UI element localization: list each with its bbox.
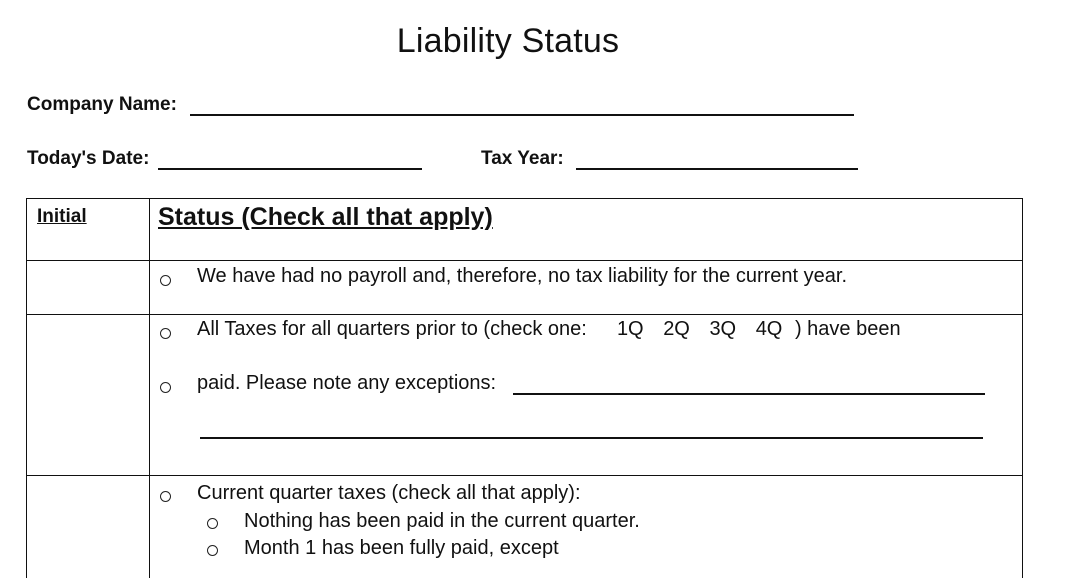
row3-checkbox[interactable] — [160, 491, 171, 502]
quarter-option-3q[interactable]: 3Q — [709, 318, 737, 340]
table-row-divider — [26, 475, 1023, 476]
table-border-right — [1022, 198, 1023, 578]
tax-year-field[interactable] — [576, 168, 858, 170]
row2-text — [197, 318, 901, 341]
row3-sub1-text: Nothing has been paid in the current quarter. — [244, 510, 640, 532]
table-row-divider — [26, 260, 1023, 261]
row3-text: Current quarter taxes (check all that apply): — [197, 482, 581, 504]
row2-suffix: ) have been — [794, 318, 901, 340]
table-column-divider — [149, 198, 150, 578]
row1-text: We have had no payroll and, therefore, no tax liability for the current year. — [197, 265, 847, 287]
page-title: Liability Status — [396, 22, 620, 60]
row3-sub1-checkbox[interactable] — [207, 518, 218, 529]
row2-checkbox[interactable] — [160, 328, 171, 339]
table-border-left — [26, 198, 27, 578]
quarter-option-2q[interactable]: 2Q — [663, 318, 690, 340]
row3-sub2-checkbox[interactable] — [207, 545, 218, 556]
todays-date-label: Today's Date: — [27, 148, 150, 169]
row2-prefix: All Taxes for all quarters prior to (check one: — [197, 318, 587, 340]
row3-sub2-text: Month 1 has been fully paid, except — [244, 537, 559, 559]
row1-checkbox[interactable] — [160, 275, 171, 286]
row2-paid-checkbox[interactable] — [160, 382, 171, 393]
initial-column-header: Initial — [37, 206, 87, 227]
row2-paid-text: paid. Please note any exceptions: — [197, 372, 497, 394]
exceptions-field[interactable] — [513, 393, 985, 395]
quarter-option-1q[interactable]: 1Q — [616, 318, 644, 340]
todays-date-field[interactable] — [158, 168, 422, 170]
quarter-option-4q[interactable]: 4Q — [755, 318, 783, 340]
company-name-label: Company Name: — [27, 94, 177, 115]
table-border-top — [26, 198, 1023, 199]
status-column-header: Status (Check all that apply) — [158, 203, 493, 231]
tax-year-label: Tax Year: — [481, 148, 564, 169]
company-name-field[interactable] — [190, 114, 854, 116]
exceptions-field-line2[interactable] — [200, 437, 983, 439]
table-row-divider — [26, 314, 1023, 315]
